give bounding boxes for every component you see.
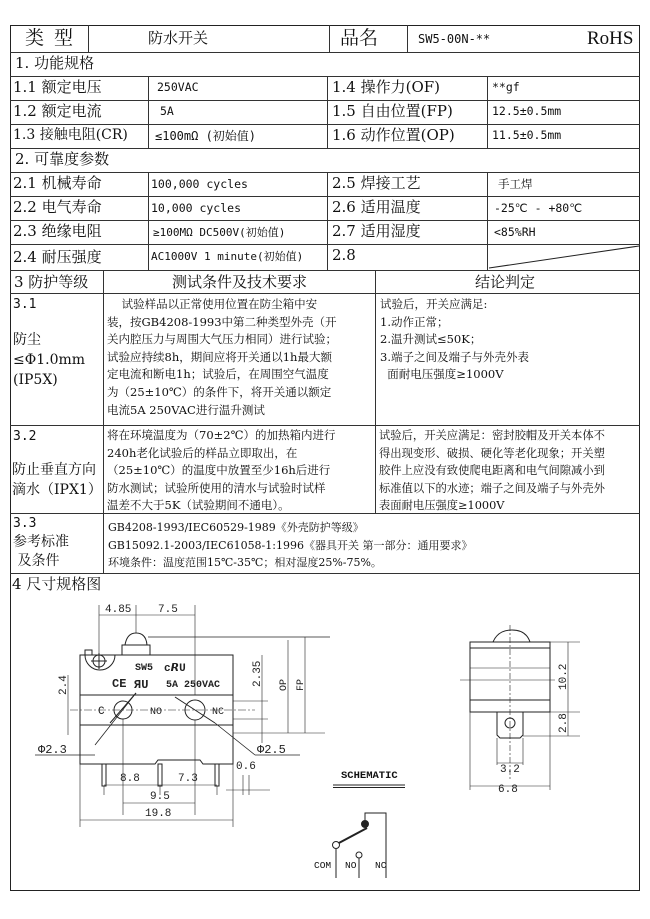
text-line: 关内腔压力与周围大气压力相同）进行试验； [107, 332, 337, 347]
item-id: 3.1 [13, 297, 37, 312]
front-view-drawing [30, 595, 330, 830]
divider [10, 148, 640, 149]
spec-value: 5A [160, 104, 174, 118]
schematic-label-nc: NC [375, 860, 387, 871]
type-label: 类 型 [25, 27, 76, 49]
item-id: 3.2 [13, 429, 37, 444]
spec-label: 2.7 适用湿度 [332, 222, 421, 240]
spec-value: 10,000 cycles [151, 201, 242, 215]
spec-value: ≤100mΩ (初始值) [155, 129, 257, 143]
text-line: 将在环境温度为（70±2℃）的加热箱内进行 [107, 428, 336, 442]
dim-3-2: 3.2 [500, 764, 520, 776]
dim-2-4: 2.4 [58, 675, 70, 695]
test-result [379, 427, 605, 515]
divider [10, 196, 640, 197]
divider [10, 573, 640, 574]
divider [487, 76, 488, 148]
item-name-line: (IP5X) [13, 372, 58, 388]
text-line: 温差不大于5K（试验期间不通电）。 [107, 498, 290, 513]
divider [148, 172, 149, 270]
item-name [12, 460, 102, 500]
dim-8-8: 8.8 [120, 773, 140, 785]
divider [103, 270, 104, 573]
text-line: 面耐电压强度≥1000V [380, 367, 504, 382]
text-line: 1.动作正常； [380, 314, 449, 329]
col-header-result: 结论判定 [475, 273, 536, 291]
dim-op: OP [279, 678, 290, 691]
spec-value: ≥100MΩ DC500V(初始值) [153, 226, 286, 239]
spec-label: 2.1 机械寿命 [13, 174, 102, 192]
item-name-line: 防尘 [13, 332, 41, 348]
dim-phi-2-3: Φ2.3 [38, 743, 67, 757]
text-line: 3.端子之间及端子与外壳外表 [380, 349, 529, 364]
dim-7-5: 7.5 [158, 604, 178, 616]
spec-value: AC1000V 1 minute(初始值) [151, 250, 304, 263]
divider [10, 100, 640, 101]
dim-6-8: 6.8 [498, 784, 518, 796]
spec-value: **gf [492, 80, 520, 94]
empty-cell-slash [487, 244, 640, 270]
text-line: 装，按GB4208-1993中第二种类型外壳（开 [107, 314, 337, 329]
spec-value: 11.5±0.5mm [492, 128, 562, 142]
divider [10, 124, 640, 125]
divider [10, 52, 640, 53]
divider [10, 270, 640, 271]
spec-label: 1.1 额定电压 [13, 78, 102, 96]
text-line: 胶件上应没有致使爬电距离和电气间隙减小到 [379, 464, 605, 478]
divider [10, 220, 640, 221]
test-result [380, 296, 529, 384]
text-line: （25±10℃）的温度中放置至少16h后进行 [107, 463, 331, 478]
col-header-conditions: 测试条件及技术要求 [172, 273, 308, 291]
spec-value: 250VAC [157, 80, 199, 94]
spec-label: 2.4 耐压强度 [13, 248, 102, 266]
text-line: 试验后，开关应满足: [380, 297, 488, 311]
divider [329, 25, 330, 52]
text-line: 为（25±10℃）的条件下，将开关通以额定 [107, 384, 332, 399]
spec-label: 2.2 电气寿命 [13, 198, 102, 216]
item-name-line: 参考标准 [13, 534, 69, 550]
reference-standards [108, 519, 472, 572]
dim-9-5: 9.5 [150, 791, 170, 803]
spec-label: 2.3 绝缘电阻 [13, 222, 102, 240]
dim-10-2: 10.2 [558, 663, 570, 690]
divider [327, 76, 328, 148]
spec-label: 1.2 额定电流 [13, 102, 102, 120]
dim-0-6: 0.6 [236, 761, 256, 773]
text-line: 试验应持续8h，期间应将开关通以1h最大额 [107, 349, 332, 364]
terminal-nc: NC [212, 707, 225, 718]
text-line: 试验样品以正常使用位置在防尘箱中安 [107, 297, 318, 311]
dim-2-8: 2.8 [558, 713, 570, 733]
item-id: 3.3 [13, 516, 37, 531]
schematic-title: SCHEMATIC [341, 770, 398, 782]
product-name-label: 品名 [340, 27, 379, 49]
ce-mark: CE [112, 677, 127, 691]
cul-mark: c𝙍U [164, 663, 186, 675]
spec-label: 1.5 自由位置(FP) [332, 102, 453, 120]
divider [10, 425, 640, 426]
side-view-drawing [460, 620, 580, 800]
type-value: 防水开关 [148, 29, 209, 47]
text-line: 环境条件：温度范围15℃-35℃；相对湿度25%-75%。 [108, 556, 382, 569]
test-conditions [107, 296, 337, 419]
item-name-line: 及条件 [13, 553, 60, 569]
text-line: 2.温升测试≤50K； [380, 332, 482, 347]
dim-19-8: 19.8 [145, 808, 172, 820]
item-name-line: ≤Φ1.0mm [13, 352, 86, 368]
spec-label: 1.3 接触电阻(CR) [13, 127, 128, 143]
item-name-line: 滴水（IPX1） [12, 482, 102, 498]
spec-value: -25℃ - +80℃ [494, 201, 583, 215]
spec-label: 1.6 动作位置(OP) [332, 126, 455, 144]
dim-2-35: 2.35 [252, 660, 264, 687]
item-name [13, 330, 85, 390]
section4-title: 4 尺寸规格图 [12, 575, 102, 593]
spec-value: <85%RH [494, 225, 536, 239]
test-conditions [107, 427, 335, 515]
text-line: 240h老化试验后的样品立即取出，在 [107, 445, 298, 460]
model-mark: SW5 [135, 663, 154, 674]
text-line: 得出现变形、破损、硬化等老化现象；开关塑 [379, 446, 605, 460]
text-line: 表面耐电压强度≥1000V [379, 499, 505, 513]
terminal-no: NO [150, 707, 163, 718]
divider [407, 25, 408, 52]
text-line: GB15092.1-2003/IEC61058-1:1996《器具开关 第一部分：通用要求》 [108, 538, 473, 552]
spec-label: 1.4 操作力(OF) [332, 78, 441, 96]
divider [375, 270, 376, 513]
dim-7-3: 7.3 [178, 773, 198, 785]
spec-value: 手工焊 [498, 177, 533, 191]
dim-phi-2-5: Φ2.5 [257, 743, 286, 757]
text-line: 试验后，开关应满足：密封胶帽及开关本体不 [379, 429, 605, 442]
item-name-line: 防止垂直方向 [12, 462, 96, 478]
divider [148, 76, 149, 148]
item-name [13, 533, 69, 571]
schematic-label-com: COM [314, 860, 332, 871]
divider [10, 76, 640, 77]
spec-label: 2.8 [332, 246, 356, 264]
rohs-badge: RoHS [587, 28, 634, 49]
text-line: 标准值以下的水迹；端子之间及端子与外壳外 [379, 481, 605, 495]
schematic-label-no: NO [345, 860, 357, 871]
spec-label: 2.6 适用温度 [332, 198, 421, 216]
rating-mark: 5A 250VAC [166, 680, 221, 691]
text-line: 定电流和断电1h；试验后，在周围空气温度 [107, 367, 329, 382]
text-line: GB4208-1993/IEC60529-1989《外壳防护等级》 [108, 521, 364, 534]
spec-value: 12.5±0.5mm [492, 104, 562, 118]
section2-title: 2. 可靠度参数 [15, 150, 110, 168]
terminal-c: C [98, 706, 105, 718]
divider [327, 172, 328, 270]
dim-4-85: 4.85 [105, 604, 132, 616]
section1-title: 1. 功能规格 [15, 54, 95, 72]
switch-body-lower [80, 725, 233, 764]
dim-fp: FP [296, 678, 307, 691]
divider [10, 293, 640, 294]
text-line: 防水测试；试验所使用的清水与试验时试样 [107, 480, 326, 495]
product-name-value: SW5-00N-** [418, 32, 491, 46]
divider [10, 513, 640, 514]
text-line: 电流5A 250VAC进行温升测试 [107, 402, 265, 417]
divider [10, 172, 640, 173]
section3-title: 3 防护等级 [14, 273, 89, 291]
spec-label: 2.5 焊接工艺 [332, 174, 421, 192]
divider [88, 25, 89, 52]
ul-mark: ЯU [134, 678, 149, 692]
spec-value: 100,000 cycles [151, 177, 248, 191]
